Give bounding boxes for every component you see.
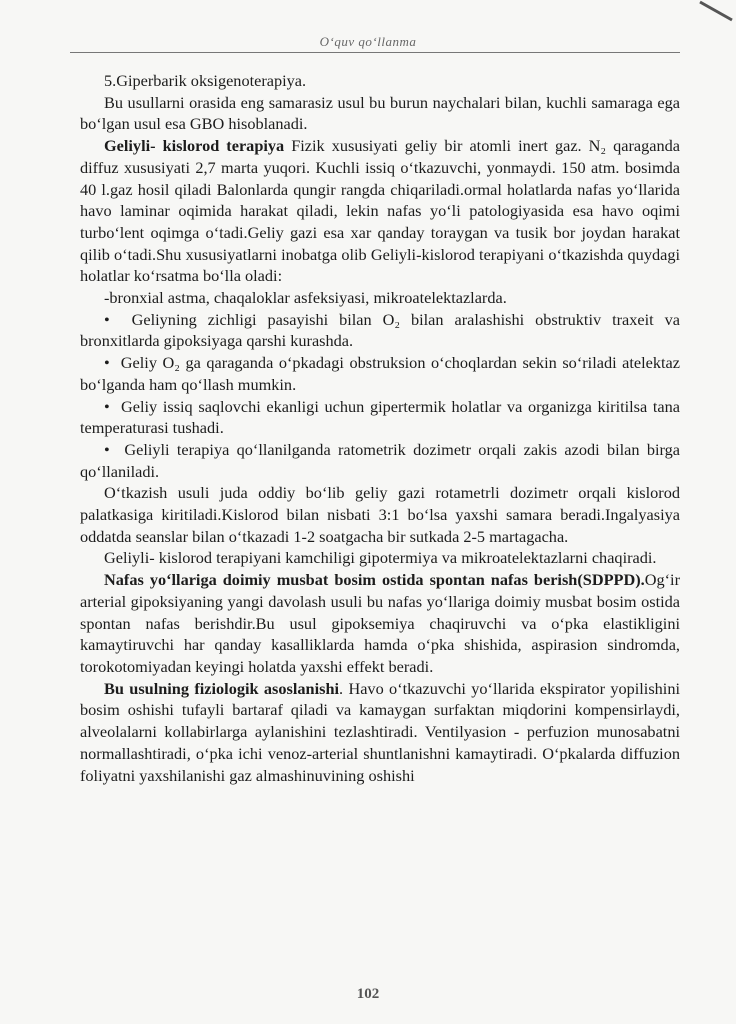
paragraph: Geliyli- kislorod terapiya Fizik xususiyati geliy bir atomli inert gaz. N₂ qaraganda diffuz xususiyati 2,7 marta yuqori. Kuchli issiq o‘tkazuvchi, yonmaydi. 150 atm. bosimda 40 l.gaz hosil qiladi Balonlarda qungir rangda chiqariladi.ormal holatlarda nafas yo‘llarida havo laminar oqimida harakat qiladi, lekin nafas yo‘li patologiyasida esa havo oqimi turbo‘lent oqimga o‘tadi.Geliy gazi esa xar qanday toraygan va tusik bor joydan harakat qilib o‘tadi.Shu xususiyatlarni inobatga olib Geliyli-kislorod terapiyani o‘tkazishda quydagi holatlar ko‘rsatma bo‘lla oladi:: [80, 136, 680, 286]
header-divider: [70, 52, 680, 53]
paragraph-heading: Geliyli- kislorod terapiya: [104, 136, 285, 156]
paragraph: Nafas yo‘llariga doimiy musbat bosim ostida spontan nafas berish(SDPPD).Og‘ir arterial gipoksiyaning yangi davolash usuli bu nafas yo‘llariga doimiy musbat bosim ostida spontan nafas berishdir.Bu usul gipoksemiya chaqiruvchi va o‘pka elastikligini kamaytiruvchi har qanday kasalliklarda hamda o‘pka shishida, aspirasion sindromda, torokotomiyadan keyingi holatda yaxshi effekt beradi.: [80, 570, 680, 676]
paragraph: Bu usulning fiziologik asoslanishi. Havo o‘tkazuvchi yo‘llarida ekspirator yopilishini bosim oshishi tufayli bartaraf qiladi va kamaygan surfaktan miqdorini kompensirlaydi, alveolalarni kollabirlarga aylanishini tezlashtiradi. Ventilyasion - perfuzion munosabatni normallashtiradi, o‘pka ichi venoz-arterial shuntlanishni kamaytiradi. O‘pkalarda diffuzion foliyatni yaxshilanishi gaz almashinuvining oshishi: [80, 678, 680, 785]
bullet-item: • Geliyli terapiya qo‘llanilganda ratometrik dozimetr orqali zakis azodi bilan birga qo‘llaniladi.: [80, 439, 680, 482]
page-number: 102: [356, 986, 380, 1002]
paragraph: Bu usullarni orasida eng samarasiz usul bu burun naychalari bilan, kuchli samaraga ega bo‘lgan usul esa GBO hisoblanadi.: [80, 92, 680, 134]
paragraph: O‘tkazish usuli juda oddiy bo‘lib geliy gazi rotametrli dozimetr orqali kislorod palatkasiga kiritiladi.Kislorod bilan nisbati 3:1 bo‘lsa yaxshi samara beradi.Ingalyasiya oddatda seanslar bilan o‘tkazadi 1-2 soatgacha bir sutkada 2-5 martagacha.: [80, 483, 680, 546]
paragraph-heading: Nafas yo‘llariga doimiy musbat bosim ostida spontan nafas berish(SDPPD).: [104, 570, 645, 590]
bullet-item: • Geliy O₂ ga qaraganda o‘pkadagi obstruksion o‘choqlardan sekin so‘riladi atelektaz bo‘lganda ham qo‘llash mumkin.: [80, 352, 680, 395]
bullet-item: • Geliyning zichligi pasayishi bilan O₂ bilan aralashishi obstruktiv traxeit va bronxitlarda gipoksiyaga qarshi kurashda.: [80, 309, 680, 352]
text-column: [80, 70, 680, 786]
paragraph: 5.Giperbarik oksigenoterapiya.: [104, 71, 307, 90]
paragraph: Geliyli- kislorod terapiyani kamchiligi gipotermiya va mikroatelektazlarni chaqiradi.: [104, 548, 657, 568]
page-corner-mark: [696, 0, 736, 24]
paragraph-heading: Bu usulning fiziologik asoslanishi: [104, 678, 340, 698]
bullet-item: • Geliy issiq saqlovchi ekanligi uchun gipertermik holatlar va organizga kiritilsa tana temperaturasi tushadi.: [80, 396, 680, 439]
running-header-title: O‘quv qo‘llanma: [319, 34, 417, 49]
paragraph: -bronxial astma, chaqaloklar asfeksiyasi, mikroatelektazlarda.: [104, 288, 507, 308]
